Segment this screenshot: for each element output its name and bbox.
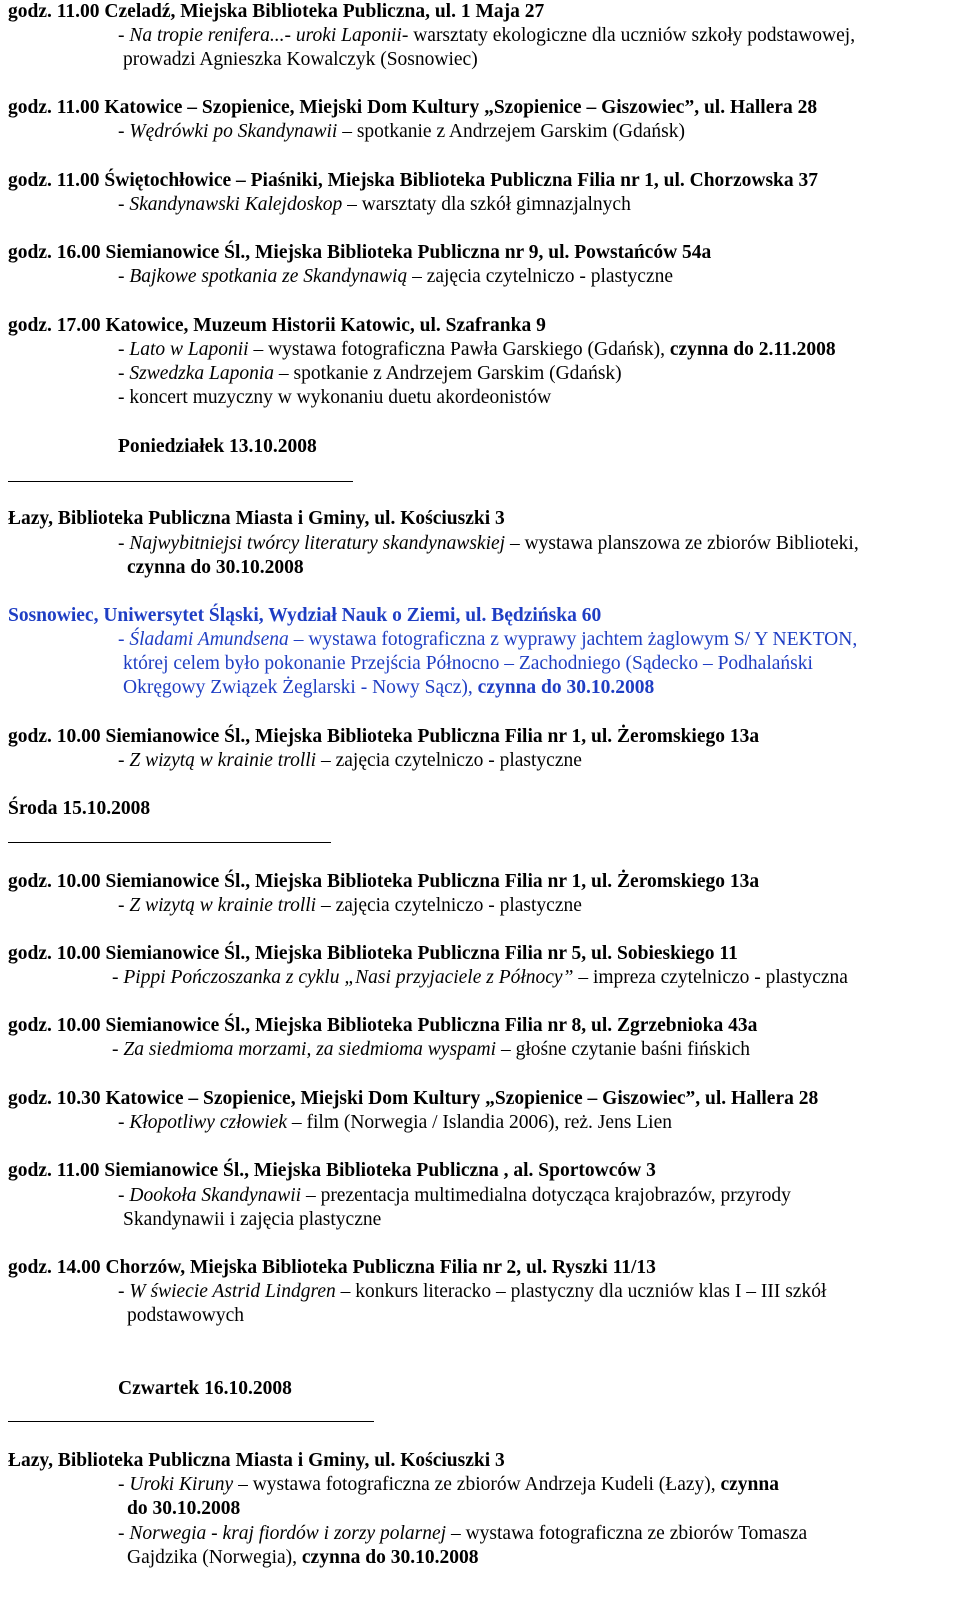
event-heading: godz. 10.00 Siemianowice Śl., Miejska Biblioteka Publiczna Filia nr 8, ul. Zgrzebnioka 43a	[8, 1015, 758, 1036]
event-description: - Kłopotliwy człowiek – film (Norwegia / Islandia 2006), reż. Jens Lien	[118, 1112, 672, 1133]
event-description: - Najwybitniejsi twórcy literatury skandynawskiej – wystawa planszowa ze zbiorów Biblioteki,	[118, 533, 859, 554]
event-description: - Z wizytą w krainie trolli – zajęcia czytelniczo - plastyczne	[118, 750, 582, 771]
event-description: - koncert muzyczny w wykonaniu duetu akordeonistów	[118, 387, 552, 408]
event-heading: godz. 10.00 Siemianowice Śl., Miejska Biblioteka Publiczna Filia nr 5, ul. Sobieskiego 11	[8, 943, 738, 964]
day-divider	[8, 1421, 374, 1422]
event-heading: godz. 11.00 Siemianowice Śl., Miejska Biblioteka Publiczna , al. Sportowców 3	[8, 1160, 656, 1181]
event-description-continuation: podstawowych	[127, 1305, 244, 1326]
event-description: - Uroki Kiruny – wystawa fotograficzna ze zbiorów Andrzeja Kudeli (Łazy), czynna	[118, 1474, 779, 1495]
day-heading: Czwartek 16.10.2008	[118, 1378, 292, 1399]
event-description: - W świecie Astrid Lindgren – konkurs literacko – plastyczny dla uczniów klas I – III szkół	[118, 1281, 827, 1302]
event-description-continuation: Gajdzika (Norwegia), czynna do 30.10.2008	[127, 1547, 479, 1568]
event-description-continuation: której celem było pokonanie Przejścia Północno – Zachodniego (Sądecko – Podhalański	[123, 653, 813, 674]
event-description-continuation: do 30.10.2008	[127, 1498, 241, 1519]
event-description: - Śladami Amundsena – wystawa fotograficzna z wyprawy jachtem żaglowym S/ Y NEKTON,	[118, 629, 858, 650]
event-heading: godz. 17.00 Katowice, Muzeum Historii Katowic, ul. Szafranka 9	[8, 315, 546, 336]
event-description-continuation: czynna do 30.10.2008	[127, 557, 304, 578]
event-description: - Bajkowe spotkania ze Skandynawią – zajęcia czytelniczo - plastyczne	[118, 266, 674, 287]
day-divider	[8, 481, 353, 482]
event-description-continuation: prowadzi Agnieszka Kowalczyk (Sosnowiec)	[123, 49, 478, 70]
event-description: - Za siedmioma morzami, za siedmioma wyspami – głośne czytanie baśni fińskich	[112, 1039, 751, 1060]
event-description: - Lato w Laponii – wystawa fotograficzna Pawła Garskiego (Gdańsk), czynna do 2.11.2008	[118, 339, 836, 360]
day-divider	[8, 842, 331, 843]
event-description: - Szwedzka Laponia – spotkanie z Andrzejem Garskim (Gdańsk)	[118, 363, 622, 384]
day-heading: Poniedziałek 13.10.2008	[118, 436, 317, 457]
event-description: - Na tropie renifera...- uroki Laponii- warsztaty ekologiczne dla uczniów szkoły podstawowej,	[118, 25, 856, 46]
event-description: - Dookoła Skandynawii – prezentacja multimedialna dotycząca krajobrazów, przyrody	[118, 1185, 791, 1206]
event-heading: godz. 11.00 Czeladź, Miejska Biblioteka Publiczna, ul. 1 Maja 27	[8, 1, 545, 22]
event-heading: Łazy, Biblioteka Publiczna Miasta i Gminy, ul. Kościuszki 3	[8, 508, 505, 529]
event-description: - Skandynawski Kalejdoskop – warsztaty dla szkół gimnazjalnych	[118, 194, 631, 215]
event-description: - Norwegia - kraj fiordów i zorzy polarnej – wystawa fotograficzna ze zbiorów Tomasza	[118, 1523, 808, 1544]
event-description: - Z wizytą w krainie trolli – zajęcia czytelniczo - plastyczne	[118, 895, 582, 916]
day-heading: Środa 15.10.2008	[8, 798, 151, 819]
event-heading: godz. 11.00 Świętochłowice – Piaśniki, Miejska Biblioteka Publiczna Filia nr 1, ul. Chorzowska 37	[8, 170, 819, 191]
event-heading: godz. 10.00 Siemianowice Śl., Miejska Biblioteka Publiczna Filia nr 1, ul. Żeromskiego 13a	[8, 871, 760, 892]
event-heading: godz. 10.30 Katowice – Szopienice, Miejski Dom Kultury „Szopienice – Giszowiec”, ul. Hallera 28	[8, 1088, 819, 1109]
event-heading: godz. 10.00 Siemianowice Śl., Miejska Biblioteka Publiczna Filia nr 1, ul. Żeromskiego 13a	[8, 726, 760, 747]
event-description: - Pippi Pończoszanka z cyklu „Nasi przyjaciele z Północy” – impreza czytelniczo - plastyczna	[112, 967, 848, 988]
event-heading: godz. 16.00 Siemianowice Śl., Miejska Biblioteka Publiczna nr 9, ul. Powstańców 54a	[8, 242, 712, 263]
event-description-continuation: Skandynawii i zajęcia plastyczne	[123, 1209, 382, 1230]
event-description: - Wędrówki po Skandynawii – spotkanie z Andrzejem Garskim (Gdańsk)	[118, 121, 686, 142]
event-heading: Sosnowiec, Uniwersytet Śląski, Wydział Nauk o Ziemi, ul. Będzińska 60	[8, 605, 602, 626]
event-heading: Łazy, Biblioteka Publiczna Miasta i Gminy, ul. Kościuszki 3	[8, 1450, 505, 1471]
event-description-continuation: Okręgowy Związek Żeglarski - Nowy Sącz), czynna do 30.10.2008	[123, 677, 655, 698]
event-heading: godz. 11.00 Katowice – Szopienice, Miejski Dom Kultury „Szopienice – Giszowiec”, ul. Hallera 28	[8, 97, 818, 118]
event-heading: godz. 14.00 Chorzów, Miejska Biblioteka Publiczna Filia nr 2, ul. Ryszki 11/13	[8, 1257, 656, 1278]
